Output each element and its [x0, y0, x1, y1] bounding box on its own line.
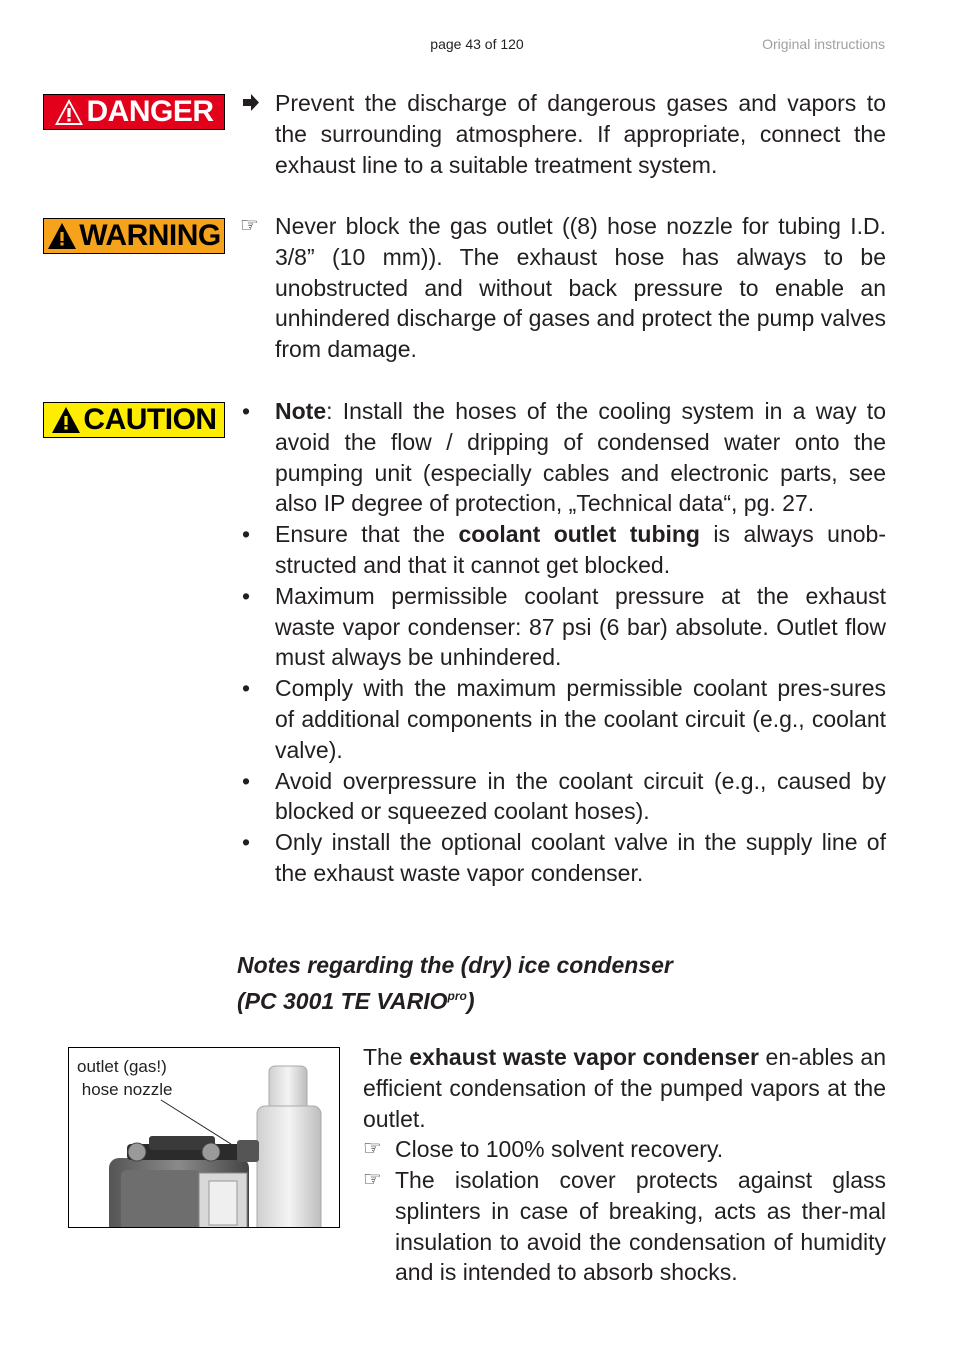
list-item-text: Comply with the maximum permissible coolant pres-sures of additional components in the coolant circuit (e.g., coolant valve). [275, 675, 886, 763]
page-number: page 43 of 120 [430, 36, 524, 52]
heading-superscript: pro [447, 988, 467, 1003]
caution-list [240, 396, 886, 889]
condenser-point [363, 1165, 886, 1288]
condenser-photo [68, 1047, 340, 1228]
bullet: • [242, 521, 251, 548]
list-item-text: Only install the optional coolant valve in the supply line of the exhaust waste vapor condenser. [275, 829, 886, 886]
figure-callout [77, 1055, 172, 1101]
warning-label: WARNING [79, 219, 221, 252]
pointing-hand-icon: ☞ [240, 214, 259, 237]
note-text: : Install the hoses of the cooling system in a way to avoid the flow / dripping of condensed water onto the pumping unit (especially cables and electronic parts, see also IP degree of protection, „Technical data“, pg. 27. [275, 398, 886, 517]
danger-label: DANGER [86, 95, 214, 128]
danger-instruction [240, 88, 886, 180]
condenser-point [363, 1134, 886, 1165]
bullet: • [242, 829, 251, 856]
point-text: Close to 100% solvent recovery. [395, 1136, 724, 1162]
bullet: • [242, 582, 251, 609]
list-item [240, 581, 886, 673]
callout-line: outlet (gas!) [77, 1057, 167, 1076]
list-item [240, 519, 886, 581]
warning-triangle-icon [47, 222, 77, 250]
caution-badge [43, 402, 225, 438]
callout-line: hose nozzle [81, 1080, 173, 1099]
list-item-text: Maximum permissible coolant pressure at the exhaust waste vapor condenser: 87 psi (6 bar) absolute. Outlet flow must always be unhindered. [275, 582, 886, 671]
warning-badge [43, 218, 225, 254]
intro-bold: exhaust waste vapor condenser [409, 1044, 759, 1070]
note-label: Note [275, 398, 327, 424]
bullet: • [242, 675, 251, 702]
list-item [240, 396, 886, 519]
danger-badge [43, 94, 225, 130]
section-heading [237, 950, 877, 1017]
list-item [240, 766, 886, 828]
list-item-text: is always unob-structed and that it cannot get blocked. [275, 521, 886, 578]
bullet: • [242, 398, 251, 424]
warning-instruction [240, 211, 886, 365]
warning-triangle-icon [54, 98, 84, 126]
list-item [240, 827, 886, 889]
danger-text: Prevent the discharge of dangerous gases and vapors to the surrounding atmosphere. If appropriate, connect the exhaust line to a suitable treatment system. [275, 90, 886, 178]
warning-text: Never block the gas outlet ((8) hose nozzle for tubing I.D. 3/8” (10 mm)). The exhaust hose has always to be unobstructed and without back pressure to enable an unhindered discharge of gases and protect the pump valves from damage. [275, 213, 886, 363]
arrow-right-icon [240, 88, 270, 126]
caution-label: CAUTION [83, 403, 217, 436]
pointing-hand-icon: ☞ [363, 1168, 382, 1191]
warning-triangle-icon [51, 406, 81, 434]
point-text: The isolation cover protects against glass splinters in case of breaking, acts as ther-mal insulation to avoid the condensation of humidity and is intended to absorb shocks. [395, 1167, 886, 1286]
document-type: Original instructions [762, 36, 885, 52]
intro-text: The [363, 1044, 410, 1070]
pointing-hand-icon: ☞ [363, 1137, 382, 1160]
heading-line: (PC 3001 TE VARIO [237, 987, 448, 1014]
list-item-text: Avoid overpressure in the coolant circuit (e.g., caused by blocked or squeezed coolant hoses). [275, 767, 886, 825]
list-item [240, 673, 886, 765]
list-item-text: Ensure that the [275, 521, 459, 548]
bullet: • [242, 767, 251, 794]
heading-line: ) [466, 987, 475, 1014]
condenser-intro [363, 1042, 886, 1134]
intro-text: en-ables an efficient condensation of the pumped vapors at the outlet. [363, 1044, 886, 1132]
heading-line: Notes regarding the (dry) ice condenser [237, 952, 673, 978]
list-item-bold: coolant outlet tubing [458, 521, 700, 548]
